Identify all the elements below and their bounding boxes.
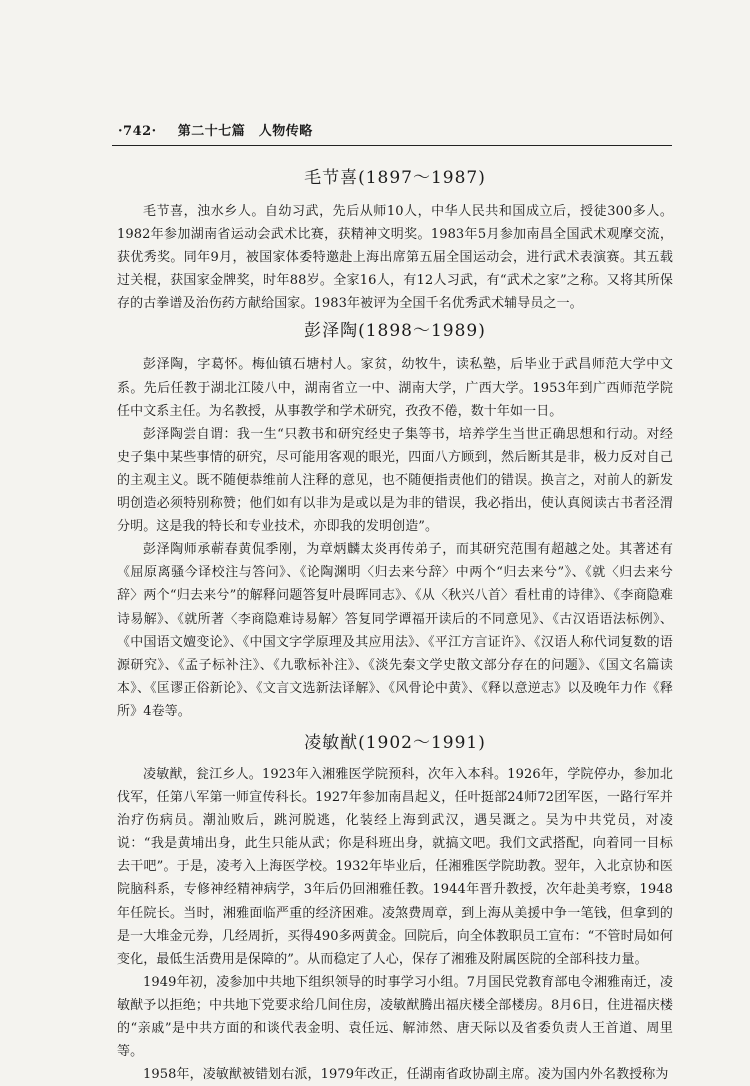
header-divider — [112, 145, 672, 146]
running-header — [118, 120, 313, 139]
paragraph: 彭泽陶，字葛怀。梅仙镇石塘村人。家贫，幼牧牛，读私塾，后毕业于武昌师范大学中文系。先后任教于湖北江陵八中，湖南省立一中、湖南大学，广西大学。1953年到广西师范学院任中文系主任。为名教授，从事教学和学术研究，孜孜不倦，数十年如一日。 — [117, 357, 673, 419]
paragraph: 1949年初，凌参加中共地下组织领导的时事学习小组。7月国民党教育部电令湘雅南迁，凌敏猷予以拒绝；中共地下党要求给几间住房，凌敏猷腾出福庆楼全部楼房。8月6日，住进福庆楼的“亲戚”是中共方面的和谈代表金明、袁任远、解沛然、唐天际以及省委负责人王首道、周里等。 — [117, 974, 673, 1060]
biography-mao-jiexi — [117, 166, 673, 315]
paragraph: 彭泽陶尝自谓：我一生“只教书和研究经史子集等书，培养学生当世正确思想和行动。对经史子集中某些事情的研究，尽可能用客观的眼光，四面八方顾到，然后断其是非，极力反对自己的主观主义。既不随便恭维前人注释的意见，也不随便指责他们的错误。换言之，对前人的新发明创造必须特别称赞；他们如有以非为是或以是为非的错误，我必指出，使认真阅读古书者泾渭分明。这是我的特长和专业技术，亦即我的发明创造”。 — [117, 426, 673, 535]
page-body — [117, 162, 673, 1086]
page-number: ·742· — [118, 124, 157, 139]
biography-title: 凌敏猷(1902～1991) — [304, 732, 486, 753]
paragraph: 1958年，凌敏猷被错划右派，1979年改正，任湖南省政协副主席。凌为国内外名教授称为 — [143, 1067, 669, 1083]
paragraph: 凌敏猷，瓮江乡人。1923年入湘雅医学院预科，次年入本科。1926年，学院停办，参加北伐军，任第八军第一师宣传科长。1927年参加南昌起义，任叶挺部24师72团军医，一路行军并治疗伤病员。潮汕败后，跳河脱逃，化装经上海到武汉，遇吴溉之。吴为中共党员，对凌说：“我是黄埔出身，此生只能从武；你是科班出身，就搞文吧。我们文武搭配，向着同一目标去干吧”。于是，凌考入上海医学校。1932年毕业后，任湘雅医学院助教。翌年，入北京协和医院脑科系，专修神经精神病学，3年后仍回湘雅任教。1944年晋升教授，次年赴美考察，1948年任院长。当时，湘雅面临严重的经济困难。凌煞费周章，到上海从美援中争一笔钱，但拿到的是一大堆金元券，几经周折，买得490多两黄金。回院后，向全体教职员工宣布：“不管时局如何变化，最低生活费用是保障的”。从而稳定了人心，保存了湘雅及附属医院的全部科技力量。 — [117, 766, 673, 967]
paragraph: 毛节喜，浊水乡人。自幼习武，先后从师10人，中华人民共和国成立后，授徒300多人。1982年参加湖南省运动会武术比赛，获精神文明奖。1983年5月参加南昌全国武术观摩交流，获优秀奖。同年9月，被国家体委特邀赴上海出席第五届全国运动会，进行武术表演赛。其五载过关棍，获国家金牌奖，时年88岁。全家16人，有12人习武，有“武术之家”之称。又将其所保存的古拳谱及治伤药方献给国家。1983年被评为全国千名优秀武术辅导员之一。 — [117, 204, 673, 312]
biography-ling-minyou — [117, 731, 673, 1086]
biography-title: 彭泽陶(1898～1989) — [304, 321, 486, 342]
paragraph: 彭泽陶师承蕲春黄侃季刚，为章炳麟太炎再传弟子，而其研究范围有超越之处。其著述有《屈原离骚今译校注与答问》、《论陶渊明〈归去来兮辞〉中两个“归去来兮”》、《就〈归去来兮辞〉两个“归去来兮”的解释问题答复叶晨晖同志》、《从〈秋兴八首〉看杜甫的诗律》、《李商隐难诗易解》、《就所著〈李商隐难诗易解〉答复同学谭福开读后的不同意见》、《古汉语语法标例》、《中国语文嬗变论》、《中国文字学原理及其应用法》、《平江方言证许》、《汉语人称代词复数的语源研究》、《孟子标补注》、《九歌标补注》、《淡先秦文学史散文部分存在的问题》、《国文名篇读本》、《匡谬正俗新论》、《文言文选新法译解》、《风骨论中黄》、《释以意逆志》以及晚年力作《释所》4卷等。 — [117, 542, 673, 719]
biography-peng-zetao — [117, 319, 673, 723]
biography-title: 毛节喜(1897～1987) — [304, 168, 486, 188]
chapter-title: 第二十七篇 人物传略 — [177, 124, 313, 139]
